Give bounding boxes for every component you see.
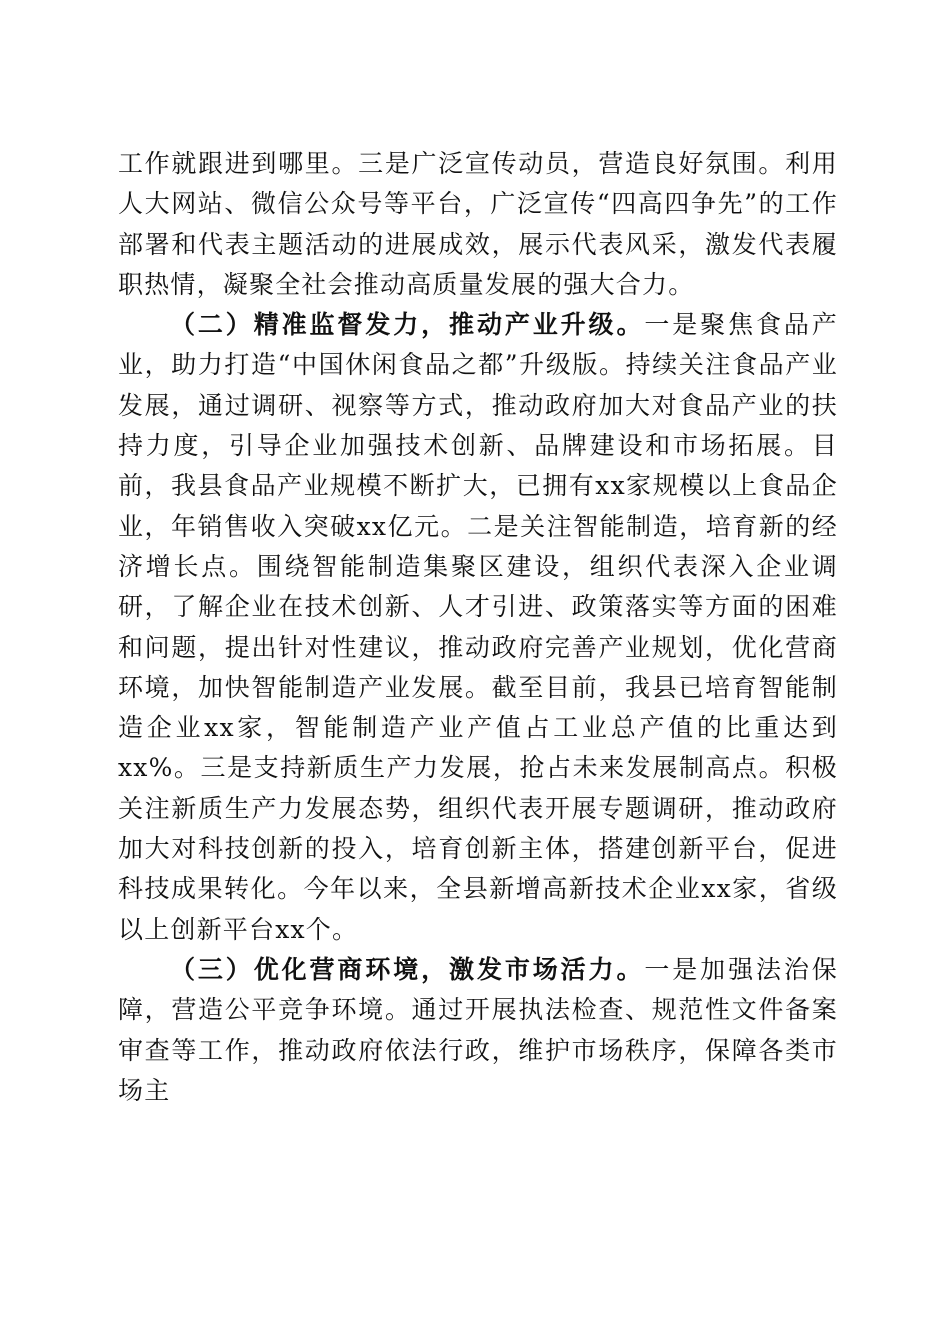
section-heading: （二）精准监督发力，推动产业升级。	[170, 310, 645, 340]
paragraph-body: 工作就跟进到哪里。三是广泛宣传动员，营造良好氛围。利用人大网站、微信公众号等平台，广泛宣传“四高四争先”的工作部署和代表主题活动的进展成效，展示代表风采，激发代表履职热情，凝聚全社会推动高质量发展的强大合力。	[118, 149, 838, 299]
paragraph-continuation	[118, 144, 838, 305]
paragraph-section-three	[118, 950, 838, 1111]
paragraph-body: 一是聚焦食品产业，助力打造“中国休闲食品之都”升级版。持续关注食品产业发展，通过调研、视察等方式，推动政府加大对食品产业的扶持力度，引导企业加强技术创新、品牌建设和市场拓展。目前，我县食品产业规模不断扩大，已拥有xx家规模以上食品企业，年销售收入突破xx亿元。二是关注智能制造，培育新的经济增长点。围绕智能制造集聚区建设，组织代表深入企业调研，了解企业在技术创新、人才引进、政策落实等方面的困难和问题，提出针对性建议，推动政府完善产业规划，优化营商环境，加快智能制造产业发展。截至目前，我县已培育智能制造企业xx家，智能制造产业产值占工业总产值的比重达到xx%。三是支持新质生产力发展，抢占未来发展制高点。积极关注新质生产力发展态势，组织代表开展专题调研，推动政府加大对科技创新的投入，培育创新主体，搭建创新平台，促进科技成果转化。今年以来，全县新增高新技术企业xx家，省级以上创新平台xx个。	[118, 310, 838, 944]
paragraph-body: 一是加强法治保障，营造公平竞争环境。通过开展执法检查、规范性文件备案审查等工作，推动政府依法行政，维护市场秩序，保障各类市场主	[118, 954, 838, 1105]
section-heading: （三）优化营商环境，激发市场活力。	[170, 954, 645, 984]
paragraph-section-two	[118, 305, 838, 950]
document-body	[118, 144, 838, 1111]
